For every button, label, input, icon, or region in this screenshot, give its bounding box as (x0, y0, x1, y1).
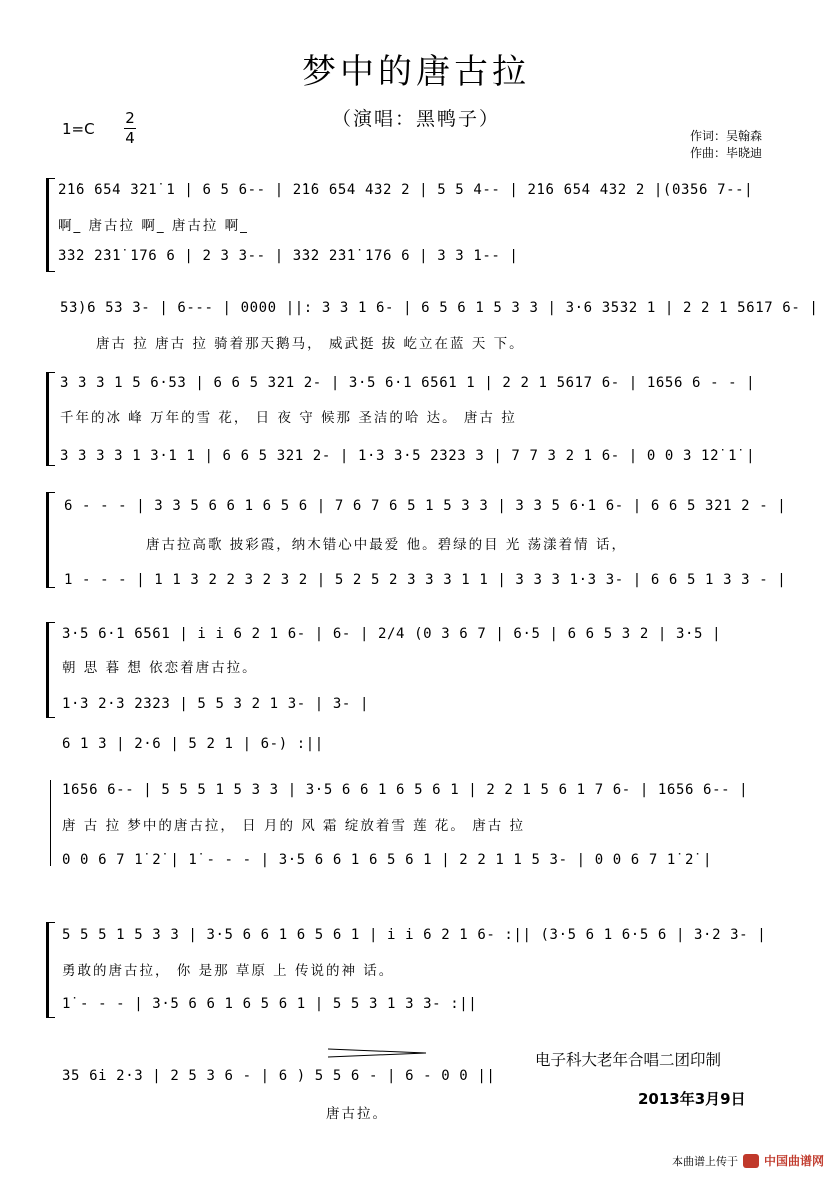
system-brace (46, 922, 55, 1018)
meter-bottom: 4 (125, 129, 135, 147)
score-line-melody: 6 - - - | 3 3 5 6 6 1 6 5 6 | 7 6 7 6 5 1 5 3 3 | 3 3 5 6·1 6- | 6 6 5 321 2 - | (64, 498, 787, 514)
score-line-harmony: 3 3 3 3 1 3·1 1 | 6 6 5 321 2- | 1·3 3·5 2323 3 | 7 7 3 2 1 6- | 0 0 3 1̇2̇ 1̇ | (60, 448, 756, 464)
score-line-melody: 53)6 53 3- | 6--- | 0000 ||: 3 3 1 6- | 6 5 6 1 5 3 3 | 3·6 3532 1 | 2 2 1 5617 6- | (60, 300, 819, 316)
score-line-lyrics: 唐古 拉 唐古 拉 骑着那天鹅马， 威武挺 拔 屹立在蓝 天 下。 (96, 336, 525, 352)
score-line-lyrics: 唐 古 拉 梦中的唐古拉， 日 月的 风 霜 绽放着雪 莲 花。 唐古 拉 (62, 818, 525, 834)
footer-text: 本曲谱上传于 (671, 1154, 738, 1168)
score-line-lyrics: 勇敢的唐古拉， 你 是那 草原 上 传说的神 话。 (62, 963, 395, 979)
decrescendo-mark (328, 1044, 428, 1062)
score-line-harmony: 3̇3̇2 2̇3̇1̇ 176 6 | 2 3 3-- | 3̇3̇2 2̇3̇1̇ 176 6 | 3 3 1-- | (58, 248, 519, 264)
score-line-harmony: 1̇ - - - | 3·5 6 6 1 6 5 6 1 | 5 5 3 1 3 3- :|| (62, 996, 478, 1012)
score-line-melody: 35 6i 2·3 | 2 5 3 6 - | 6 ) 5 5 6 - | 6 - 0 0 || (62, 1068, 496, 1084)
score-line-melody: 3·5 6·1 6561 | i i 6 2 1 6- | 6- | 2/4 (0 3 6 7 | 6·5 | 6 6 5 3 2 | 3·5 | (62, 626, 722, 642)
lyricist-credit: 作词：吴翰森 (690, 129, 763, 143)
credits (690, 128, 762, 162)
score-line-lyrics: 千年的冰 峰 万年的雪 花， 日 夜 守 候那 圣洁的哈 达。 唐古 拉 (60, 410, 517, 426)
system-brace (46, 492, 55, 588)
score-line-lyrics: 唐古拉。 (326, 1106, 388, 1122)
score-line-melody: 1656 6-- | 5 5 5 1 5 3 3 | 3·5 6 6 1 6 5 6 1 | 2 2 1 5 6 1 7 6- | 1656 6-- | (62, 782, 749, 798)
page-title: 梦中的唐古拉 (302, 52, 530, 92)
printed-by: 电子科大老年合唱二团印制 (535, 1051, 722, 1069)
score-line-melody: 2̇1̇6 654 321̇ 1 | 6 5 6-- | 2̇1̇6 654 432 2 | 5 5 4-- | 2̇1̇6 654 432 2 |(0356 7--| (58, 182, 754, 198)
system-brace (46, 622, 55, 718)
site-logo-text[interactable]: 中国曲谱网 (763, 1154, 824, 1168)
print-date: 2013年3月9日 (638, 1090, 746, 1108)
composer-credit: 作曲：毕晓迪 (690, 146, 763, 160)
source-footer (672, 1152, 824, 1169)
meter-top: 2 (125, 109, 135, 127)
score-line-harmony: 1 - - - | 1 1 3 2 2 3 2 3 2 | 5 2 5 2 3 3 3 1 1 | 3 3 3 1·3 3- | 6 6 5 1 3 3 - | (64, 572, 787, 588)
system-brace (46, 178, 55, 272)
site-logo-icon (743, 1154, 759, 1168)
system-bar (50, 780, 51, 866)
score-line-harmony: 1·3 2·3 2323 | 5 5 3 2 1 3- | 3- | (62, 696, 369, 712)
score-line-melody: 3 3 3 1 5 6·53 | 6 6 5 321 2- | 3·5 6·1 6561 1 | 2 2 1 5617 6- | 1656 6 - - | (60, 375, 756, 391)
system-brace (46, 372, 55, 466)
score-line-melody: 5 5 5 1 5 3 3 | 3·5 6 6 1 6 5 6 1 | i i 6 2 1 6- :|| (3·5 6 1 6·5 6 | 3·2 3- | (62, 927, 767, 943)
score-line-harmony: 0 0 6 7 1̇ 2̇ | 1̇ - - - | 3·5 6 6 1 6 5 6 1 | 2 2 1 1 5 3- | 0 0 6 7 1̇ 2̇ | (62, 852, 713, 868)
score-line-lyrics: 啊_ 唐古拉 啊_ 唐古拉 啊_ (58, 218, 249, 234)
performer-subtitle: （演唱：黑鸭子） (331, 108, 500, 130)
score-line-melody: 6 1 3 | 2·6 | 5 2 1 | 6-) :|| (62, 736, 324, 752)
key-signature: 1=C (62, 120, 95, 138)
time-signature (124, 109, 136, 148)
score-line-lyrics: 朝 思 暮 想 依恋着唐古拉。 (62, 660, 258, 676)
score-line-lyrics: 唐古拉高歌 披彩霞，纳木错心中最爱 他。碧绿的目 光 荡漾着情 话， (146, 537, 627, 553)
